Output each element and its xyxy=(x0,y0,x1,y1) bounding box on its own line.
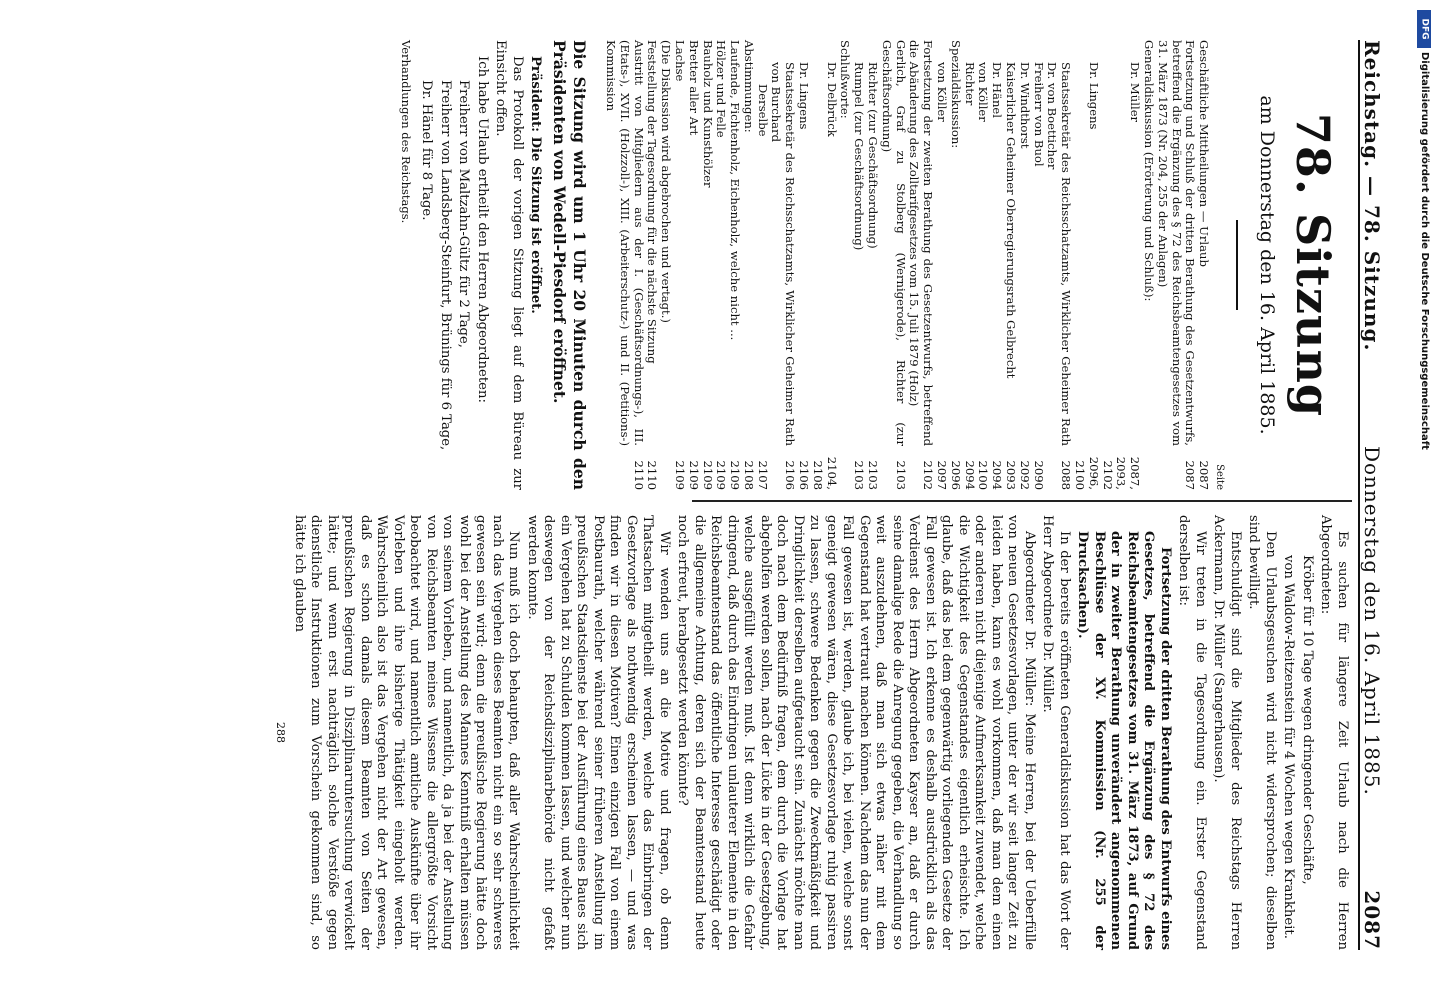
toc-entry-page: 2088 xyxy=(1059,460,1074,490)
running-header xyxy=(1358,40,1394,950)
toc-entry-text: Bretter aller Art xyxy=(686,40,701,136)
dfg-credit: Digitalisierung gefördert durch die Deutsche Forschungsgemeinschaft xyxy=(1419,52,1430,450)
toc-entry xyxy=(810,40,838,490)
toc-entry xyxy=(755,40,769,490)
toc-entry-page: 2109 xyxy=(714,460,729,490)
toc-entry xyxy=(1072,40,1100,490)
session-title: 78. Sitzung xyxy=(1286,112,1340,418)
toc-entry-text: Spezialdiskussion: xyxy=(948,40,963,149)
toc-entry-page: 2103 xyxy=(893,460,908,490)
toc-entry-text: Austritt von Mitgliedern aus der I. (Geschäftsordnungs-), III. (Etats-), XVII. (Holzzoll-), XIII. (Arbeiterschutz-) und II. (Petitions-) Kommission xyxy=(603,40,646,446)
toc-header: Seite xyxy=(1214,464,1225,490)
leave-name-3: Dr. Hänel für 8 Tage. xyxy=(419,80,435,221)
toc-entry-page: 2109 xyxy=(686,460,701,490)
toc-entry-page: 2109 xyxy=(700,460,715,490)
toc-entry xyxy=(686,40,700,490)
toc-entry-text: Derselbe xyxy=(755,84,770,137)
toc-entry-text: Feststellung der Tagesordnung für die nächste Sitzung xyxy=(645,40,660,364)
signature-mark: 288 xyxy=(274,722,288,743)
toc-entry-text: Gerlich, Graf zu Stolberg (Wernigerode), Richter (zur Geschäftsordnung) xyxy=(879,40,908,446)
toc-entry xyxy=(700,40,714,490)
signature-line: Verhandlungen des Reichstags. xyxy=(398,40,413,224)
protocol-note: Das Protokoll der vorigen Sitzung liegt auf dem Büreau zur Einsicht offen. xyxy=(493,40,525,490)
leave-name-1: Freiherr von Maltzahn-Gültz für 2 Tage, xyxy=(456,80,472,348)
toc-entry xyxy=(796,40,810,490)
toc-entry xyxy=(769,40,797,490)
toc-entry-page: 2094 xyxy=(962,460,977,490)
toc-entry xyxy=(1196,40,1210,490)
dfg-logo: DFG xyxy=(1417,10,1431,48)
toc-entry-text: Freiherr von Buol xyxy=(1031,62,1046,167)
toc-entry xyxy=(1003,40,1017,490)
toc-entry-page: 2103 xyxy=(852,460,867,490)
document-page xyxy=(12,10,1412,990)
toc-entry-page: 2110 xyxy=(631,460,646,490)
toc-entry-text: Dr. Delbrück xyxy=(824,62,839,137)
paragraph: Entschuldigt sind die Mitglieder des Reichstags Herren Ackermann, Dr. Müller (Sangerhausen). xyxy=(1211,515,1243,950)
leave-intro: Ich habe Urlaub ertheilt den Herren Abgeordneten: xyxy=(474,56,490,403)
toc-entry-text: Schlußworte: xyxy=(838,40,853,119)
paragraph: Den Urlaubsgesuchen wird nicht widersprochen; dieselben sind bewilligt. xyxy=(1246,515,1278,950)
leave-name-2: Freiherr von Landsberg-Steinfurt, Brünings für 6 Tage, xyxy=(437,80,453,451)
toc-entry-text: Staatssekretär des Reichsschatzamts, Wirklicher Geheimer Rath von Burchard xyxy=(769,62,798,446)
toc-entry-page: 2100 xyxy=(976,460,991,490)
toc-entry-text: Laufende, Fichtenholz, Eichenholz, welche nicht ... xyxy=(728,40,743,341)
right-column xyxy=(270,515,1350,950)
toc-entry-text: Bauholz und Kunsthölzer xyxy=(700,40,715,188)
toc-entry-text: von Köller xyxy=(976,62,991,122)
toc-entry-text: Fortsetzung und Schluß der dritten Berathung des Gesetzentwurfs, betreffend die Ergänzung des § 72 des Reichsbeamtengesetzes vom 31. März 1873 (Nr. 204, 255 der Anlagen) xyxy=(1155,40,1198,446)
toc-entry-text: (Die Diskussion wird abgebrochen und vertagt.) xyxy=(659,40,674,323)
paragraph: Wir treten in die Tagesordnung ein. Erster Gegenstand derselben ist: xyxy=(1176,515,1208,950)
speech-paragraph: Abgeordneter Dr. Müller: Meine Herren, bei der Ueberfülle von neuen Gesetzesvorlagen, unter der wir seit langer Zeit zu leiden haben, kann es wohl vorkommen, daß man dem einen oder anderen nicht diejenige Aufmerksamkeit zuwendet, welche die Wichtigkeit des Gegenstandes eigentlich erheischte. Ich glaube, daß das bei dem gegenwärtig vorliegenden Gesetze der Fall gewesen ist. Ich erkenne es deshalb ausdrücklich als das Verdienst des Herrn Abgeordneten Kayser an, daß er durch seine damalige Rede die Anregung gegeben, die Verhandlung so weit auszudehnen, daß man sich etwas näher mit dem Gegenstand hat vertraut machen können. Nachdem das nun der Fall gewesen ist, werden, glaube ich, bei vielen, welche sonst geneigt gewesen wären, diese Gesetzesvorlage ruhig passiren zu lassen, schwere Bedenken gegen die Zweckmäßigkeit und Dringlichkeit derselben aufgetaucht sein. Zunächst möchte man doch nach dem Bedürfniß fragen, dem durch die Vorlage hat abgeholfen werden sollen, nach der Lücke in der Gesetzgebung, welche ausgefüllt werden muß. Ist denn wirklich die Gefahr dringend, daß durch das Eindringen unlauterer Elemente in den Reichsbeamtenstand das öffentliche Interesse geschädigt oder die allgemeine Achtung, deren sich der Beamtenstand heute noch erfreut, herabgesetzt werden könnte? xyxy=(675,515,1037,950)
toc-entry-page: 2106 xyxy=(797,460,812,490)
session-subtitle: am Donnerstag den 16. April 1885. xyxy=(1256,95,1278,435)
toc-entry-text: Rumpel (zur Geschäftsordnung) xyxy=(852,62,867,251)
toc-entry xyxy=(934,40,948,490)
toc-entry-page: 2093 xyxy=(1004,460,1019,490)
decorative-rule xyxy=(1236,220,1238,310)
toc-entry-text: Geschäftliche Mittheilungen — Urlaub xyxy=(1197,40,1212,267)
toc-entry xyxy=(645,40,659,490)
toc-entry-page: 2087 xyxy=(1197,460,1212,490)
agenda-item: Fortsetzung der dritten Berathung des Entwurfs eines Gesetzes, betreffend die Ergänzung des § 72 des Reichsbeamtengesetzes vom 31. März 1873, auf Grund der in zweiter Berathung unverändert angenommenen Beschlüsse der XV. Kommission (Nr. 255 der Drucksachen). xyxy=(1075,531,1173,950)
toc-entry-page: 2102 xyxy=(921,460,936,490)
toc-entry-page xyxy=(838,450,852,490)
toc-entry-page: 2104, 2108 xyxy=(810,456,839,490)
toc-entry xyxy=(976,40,990,490)
left-column xyxy=(395,40,1350,490)
toc-entry xyxy=(948,40,962,490)
toc-entry xyxy=(1141,40,1155,490)
toc-entry-text: Richter (zur Geschäftsordnung) xyxy=(866,62,881,249)
toc-entry xyxy=(603,40,644,490)
toc-entry-text: Dr. Müller xyxy=(1128,62,1143,123)
paragraph: Es suchen für längere Zeit Urlaub nach die Herren Abgeordneten: xyxy=(1318,515,1350,950)
toc-entry-page: 2087 xyxy=(1183,460,1198,490)
toc-entry-text: Dr. Windthorst xyxy=(1017,62,1032,149)
toc-entry xyxy=(672,40,686,490)
paragraph: In der bereits eröffneten Generaldiskussion hat das Wort der Herr Abgeordnete Dr. Müller. xyxy=(1040,515,1072,950)
toc-entry-page: 2092 xyxy=(1017,460,1032,490)
toc-entry-page xyxy=(1141,450,1155,490)
toc-entry xyxy=(838,40,852,490)
toc-entry xyxy=(727,40,741,490)
paragraph: Kröber für 10 Tage wegen dringender Geschäfte, xyxy=(1300,555,1315,885)
toc-entry-text: Lachse xyxy=(672,40,687,82)
toc-entry-page: 2108 xyxy=(741,460,756,490)
toc-entry xyxy=(879,40,907,490)
toc-entry xyxy=(1017,40,1031,490)
toc-entry-page: 2087, 2093, 2102 xyxy=(1100,456,1143,490)
toc-entry xyxy=(907,40,935,490)
toc-entry-page: 2109 xyxy=(728,460,743,490)
toc-entry-text: Dr. Lingens xyxy=(1086,62,1101,130)
toc-entry-text: Dr. Hänel xyxy=(990,62,1005,118)
toc-entry-text: Fortsetzung der zweiten Berathung des Gesetzentwurfs, betreffend die Abänderung des Zolltarifgesetzes vom 15. Juli 1879 (Holz) xyxy=(907,40,936,446)
toc-entry-text: von Köller xyxy=(935,62,950,122)
toc-entry-page xyxy=(658,450,672,490)
toc-entry-text: Abstimmungen: xyxy=(741,40,756,133)
paragraph: von Waldow-Reitzenstein für 4 Wochen wegen Krankheit. xyxy=(1281,555,1297,939)
toc-entry xyxy=(741,40,755,490)
toc-entry-page: 2110 xyxy=(645,460,660,490)
page-number: 2087 xyxy=(1360,890,1384,950)
header-left: Reichstag. — 78. Sitzung. xyxy=(1360,40,1384,352)
toc-entry-page: 2096, 2100 xyxy=(1073,456,1101,490)
toc-entry xyxy=(989,40,1003,490)
toc-entry-page: 2096 xyxy=(948,460,963,490)
toc-entry xyxy=(1031,40,1045,490)
toc-entry xyxy=(1155,40,1196,490)
column-divider xyxy=(692,500,1352,502)
toc-entry-text: Richter xyxy=(962,62,977,106)
speech-paragraph: Wir wenden uns an die Motive und fragen, ob denn Thatsachen mitgetheilt werden, welche das Einbringen der Gesetzvorlage als nothwendig erscheinen lassen, — und was finden wir in diesen Motiven? Einen einzigen Fall von einem Postbaurath, welcher während seiner früheren Anstellung im preußischen Staatsdienste bei der Ausführung eines Baues sich ein Vergehen hat zu Schulden kommen lassen, und welcher nun deswegen von der Reichsdisziplinarbehörde nicht gefaßt werden konnte. xyxy=(525,515,672,950)
toc-entry-page: 2103 xyxy=(866,460,881,490)
toc-entry xyxy=(1045,40,1073,490)
header-date: Donnerstag den 16. April 1885. xyxy=(1360,445,1384,796)
toc-entry-text: Kaiserlicher Geheimer Oberregierungsrath Gelbrecht xyxy=(1004,62,1019,379)
speech-paragraph: Nun muß ich doch behaupten, daß aller Wahrscheinlichkeit nach das Vergehen dieses Beamten nicht ein so sehr schweres gewesen sein wird; denn die preußische Regierung hätte doch wohl bei der Anstellung des Mannes Kenntniß erhalten müssen von seinem Vorleben, und namentlich, da ja bei der Anstellung von Reichsbeamten meines Wissens die allergrößte Vorsicht beobachtet wird, und namentlich amtliche Auskünfte über ihr Vorleben und ihre bisherige Thätigkeit eingeholt werden. Wahrscheinlich also ist das Vergehen nicht der Art gewesen, daß es schon damals diesem Beamten von Seiten der preußischen Regierung in Disziplinaruntersuchung verwickelt hätte; und wenn erst nachträglich solche Verstöße gegen dienstliche Instruktionen zum Vorschein gekommen sind, so hätte ich glauben xyxy=(292,515,522,950)
opening-statement: Die Sitzung wird um 1 Uhr 20 Minuten durch den Präsidenten von Wedell-Piesdorf eröffnet. xyxy=(550,40,590,490)
toc-entry-page: 2107 xyxy=(755,460,770,490)
toc-entry-page: 2109 xyxy=(672,460,687,490)
toc-entry xyxy=(865,40,879,490)
toc-entry xyxy=(851,40,865,490)
toc-entry-text: Generaldiskussion (Erörterung und Schluß): xyxy=(1142,40,1157,302)
toc-entry-page: 2094 xyxy=(990,460,1005,490)
toc-entry-text: Hölzer und Felle xyxy=(714,40,729,138)
toc-entry xyxy=(962,40,976,490)
toc-entry-page: 2097 xyxy=(935,460,950,490)
toc-entry xyxy=(714,40,728,490)
toc-entry-page: 2090 xyxy=(1031,460,1046,490)
toc-entry-text: Staatssekretär des Reichsschatzamts, Wirklicher Geheimer Rath Dr. von Boetticher xyxy=(1045,62,1074,446)
toc-entry-page: 2106 xyxy=(783,460,798,490)
president-statement: Präsident: Die Sitzung ist eröffnet. xyxy=(528,56,544,314)
toc-entry xyxy=(1100,40,1141,490)
toc-entry-text: Dr. Lingens xyxy=(797,62,812,130)
table-of-contents xyxy=(603,40,1226,490)
toc-entry xyxy=(658,40,672,490)
